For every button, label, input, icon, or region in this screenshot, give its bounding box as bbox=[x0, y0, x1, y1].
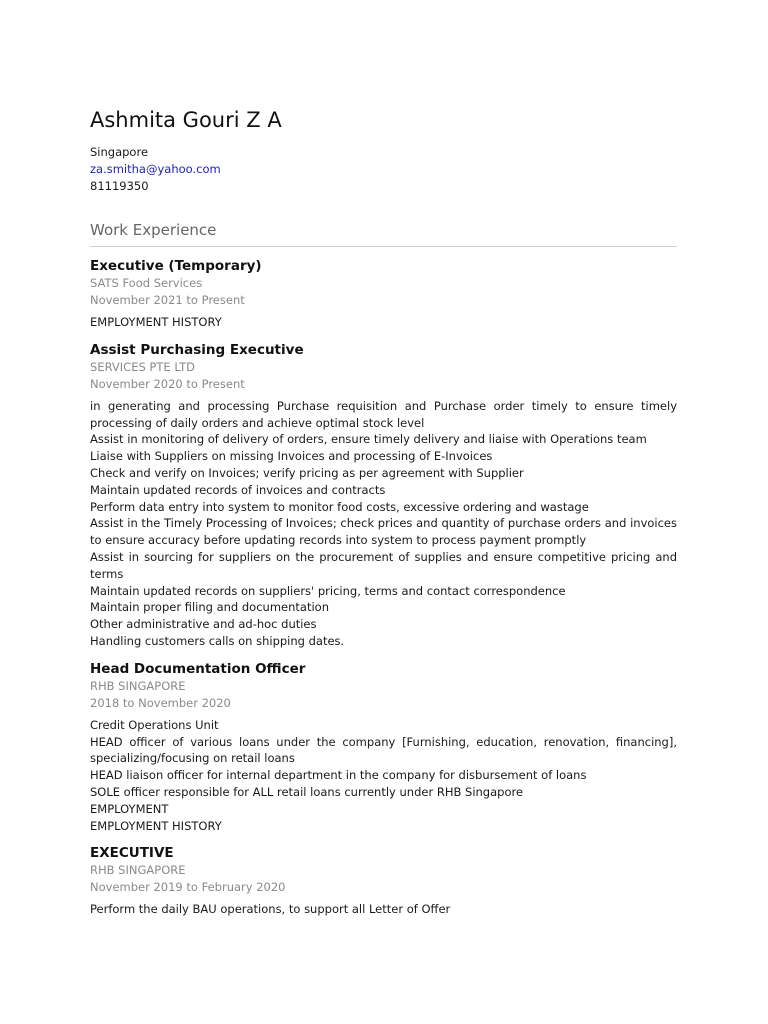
job-description bbox=[90, 314, 677, 331]
description-line: EMPLOYMENT HISTORY bbox=[90, 818, 222, 833]
description-line: Credit Operations Unit bbox=[90, 717, 219, 732]
description-line: SOLE officer responsible for ALL retail loans currently under RHB Singapore bbox=[90, 784, 524, 799]
description-line: Assist in sourcing for suppliers on the procurement of supplies and ensure competitive pricing and terms bbox=[90, 549, 677, 581]
description-line: Handling customers calls on shipping dates. bbox=[90, 633, 345, 648]
description-line: EMPLOYMENT bbox=[90, 801, 169, 816]
description-line: EMPLOYMENT HISTORY bbox=[90, 315, 222, 329]
job-company: SERVICES PTE LTD bbox=[90, 359, 196, 374]
description-line: Assist in the Timely Processing of Invoices; check prices and quantity of purchase orders and invoices to ensure accuracy before updating records into system to process payment promptly bbox=[90, 516, 677, 548]
description-line: Other administrative and ad-hoc duties bbox=[90, 617, 317, 632]
description-line: HEAD officer of various loans under the company [Furnishing, education, renovation, financing], specializing/focusing on retail loans bbox=[90, 734, 677, 766]
job-title: EXECUTIVE bbox=[90, 845, 174, 862]
email-link[interactable]: za.smitha@yahoo.com bbox=[90, 162, 221, 176]
job-title: Assist Purchasing Executive bbox=[90, 341, 304, 358]
phone-number: 81119350 bbox=[90, 179, 149, 193]
description-line: Maintain proper filing and documentation bbox=[90, 600, 329, 615]
job-description bbox=[90, 901, 677, 918]
description-line: Check and verify on Invoices; verify pricing as per agreement with Supplier bbox=[90, 465, 524, 480]
job-entry bbox=[90, 257, 677, 331]
job-entry bbox=[90, 844, 677, 918]
job-entry bbox=[90, 341, 677, 650]
section-title-work-experience: Work Experience bbox=[90, 220, 677, 247]
job-list bbox=[90, 257, 677, 918]
job-dates: 2018 to November 2020 bbox=[90, 695, 231, 710]
job-company: RHB SINGAPORE bbox=[90, 678, 186, 693]
description-line: Perform data entry into system to monitor food costs, excessive ordering and wastage bbox=[90, 499, 589, 514]
description-line: in generating and processing Purchase requisition and Purchase order timely to ensure timely processing of daily orders and achieve optimal stock level bbox=[90, 398, 677, 430]
resume-content bbox=[90, 106, 677, 918]
description-line: Maintain updated records on suppliers' pricing, terms and contact correspondence bbox=[90, 583, 566, 598]
job-dates: November 2020 to Present bbox=[90, 376, 245, 391]
job-title: Executive (Temporary) bbox=[90, 258, 262, 274]
job-description bbox=[90, 717, 677, 835]
candidate-name: Ashmita Gouri Z A bbox=[90, 108, 282, 132]
location: Singapore bbox=[90, 145, 149, 159]
job-dates: November 2019 to February 2020 bbox=[90, 880, 286, 895]
description-line: Liaise with Suppliers on missing Invoices and processing of E-Invoices bbox=[90, 449, 493, 464]
job-title: Head Documentation Officer bbox=[90, 660, 306, 677]
job-company: RHB SINGAPORE bbox=[90, 863, 186, 878]
job-entry bbox=[90, 660, 677, 835]
job-dates: November 2021 to Present bbox=[90, 293, 245, 307]
description-line: Maintain updated records of invoices and contracts bbox=[90, 482, 386, 497]
job-description bbox=[90, 398, 677, 650]
job-company: SATS Food Services bbox=[90, 276, 203, 290]
description-line: Perform the daily BAU operations, to support all Letter of Offer bbox=[90, 902, 451, 917]
description-line: HEAD liaison officer for internal department in the company for disbursement of loans bbox=[90, 768, 587, 783]
description-line: Assist in monitoring of delivery of orders, ensure timely delivery and liaise with Operations team bbox=[90, 432, 647, 447]
